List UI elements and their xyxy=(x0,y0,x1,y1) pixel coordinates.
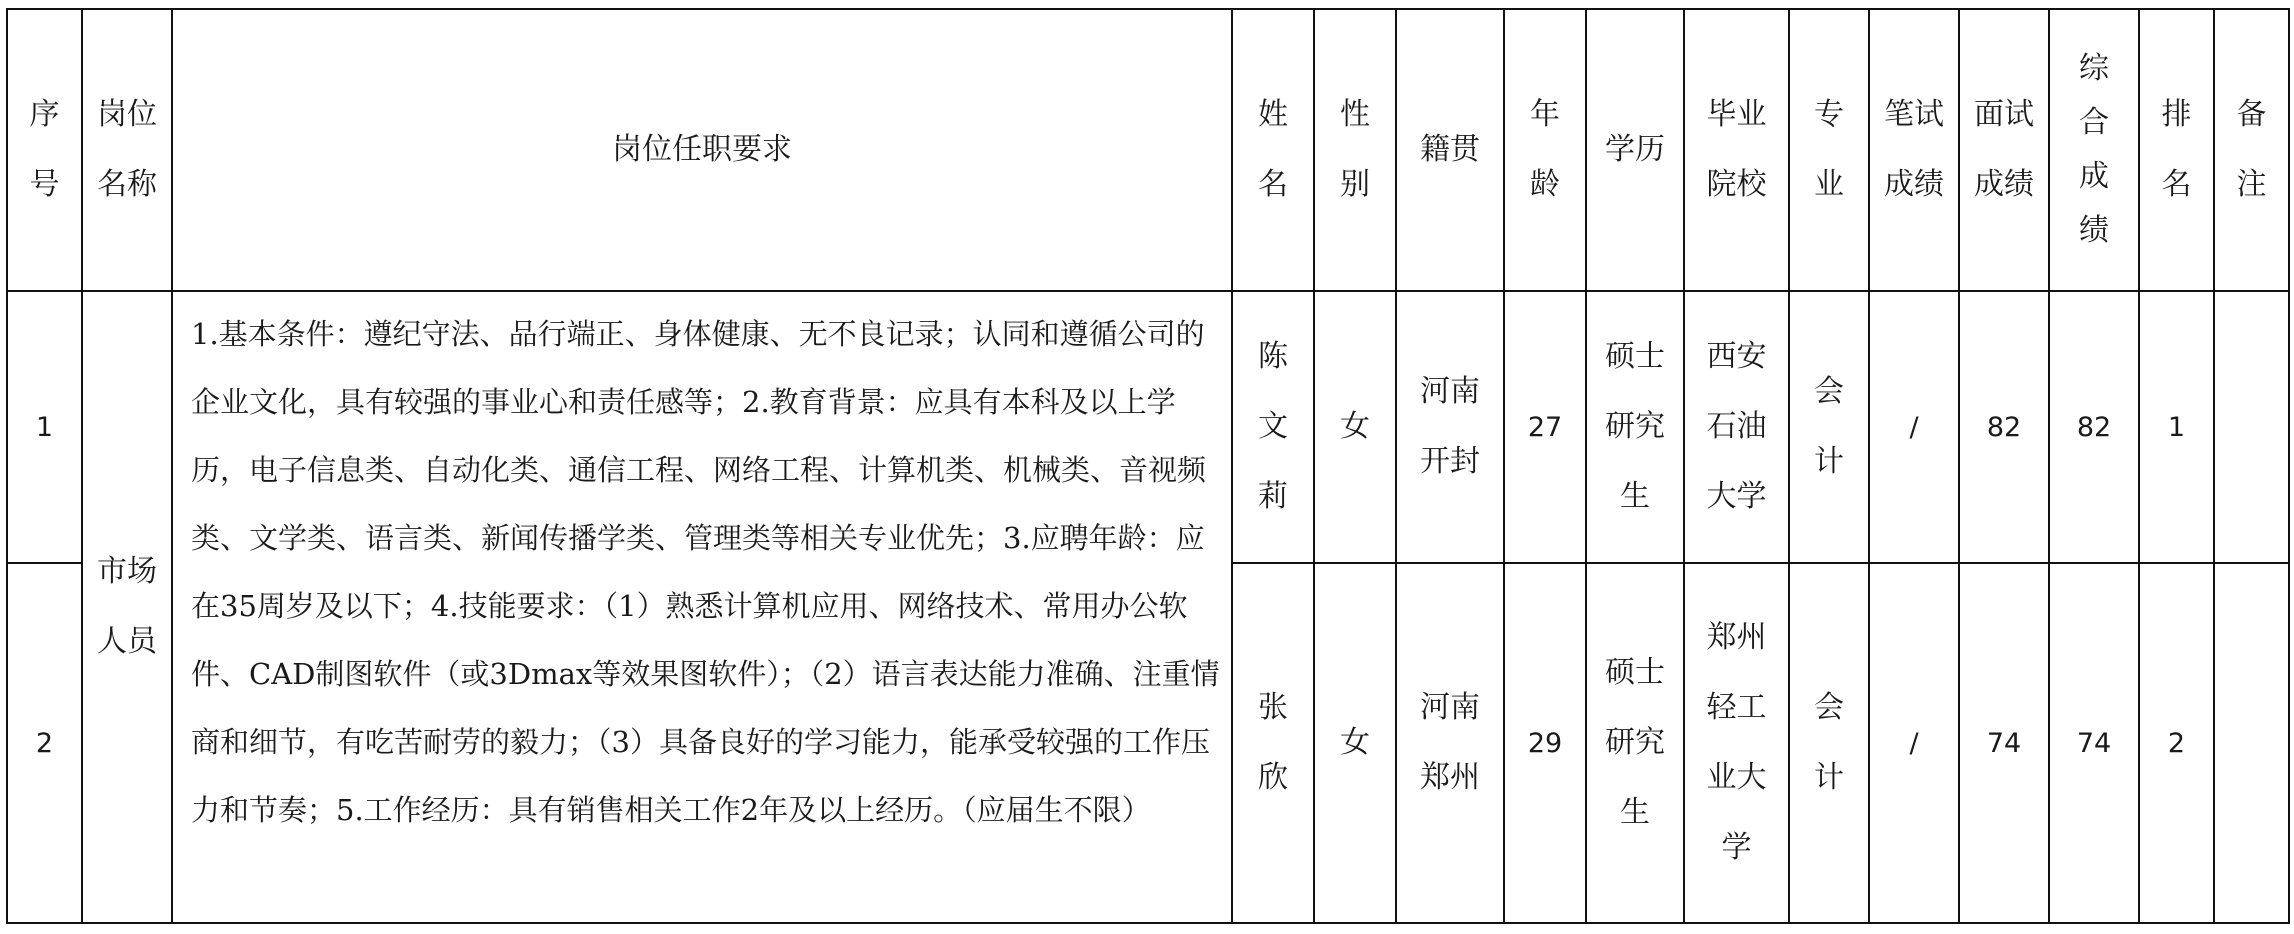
cell-remark xyxy=(2214,291,2289,563)
cell-written: / xyxy=(1869,291,1959,563)
header-school: 毕业 院校 xyxy=(1684,9,1789,291)
header-gender: 性 别 xyxy=(1314,9,1396,291)
cell-seq: 1 xyxy=(7,291,82,563)
cell-remark xyxy=(2214,563,2289,923)
header-written: 笔试 成绩 xyxy=(1869,9,1959,291)
cell-major: 会 计 xyxy=(1789,563,1869,923)
cell-interview: 82 xyxy=(1959,291,2049,563)
header-remark: 备 注 xyxy=(2214,9,2289,291)
cell-rank: 2 xyxy=(2139,563,2214,923)
header-position: 岗位 名称 xyxy=(82,9,172,291)
cell-origin: 河南 开封 xyxy=(1396,291,1504,563)
cell-age: 29 xyxy=(1504,563,1586,923)
cell-written: / xyxy=(1869,563,1959,923)
header-age: 年 龄 xyxy=(1504,9,1586,291)
cell-total: 74 xyxy=(2049,563,2139,923)
header-education: 学历 xyxy=(1586,9,1684,291)
table-row xyxy=(7,291,2289,563)
header-major: 专 业 xyxy=(1789,9,1869,291)
cell-origin: 河南 郑州 xyxy=(1396,563,1504,923)
header-origin: 籍贯 xyxy=(1396,9,1504,291)
header-seq: 序 号 xyxy=(7,9,82,291)
cell-total: 82 xyxy=(2049,291,2139,563)
cell-major: 会 计 xyxy=(1789,291,1869,563)
header-rank: 排 名 xyxy=(2139,9,2214,291)
cell-education: 硕士 研究 生 xyxy=(1586,563,1684,923)
cell-requirements: 1.基本条件：遵纪守法、品行端正、身体健康、无不良记录；认同和遵循公司的企业文化，具有较强的事业心和责任感等；2.教育背景：应具有本科及以上学历，电子信息类、自动化类、通信工程、网络工程、计算机类、机械类、音视频类、文学类、语言类、新闻传播学类、管理类等相关专业优先；3.应聘年龄：应在35周岁及以下；4.技能要求：（1）熟悉计算机应用、网络技术、常用办公软件、CAD制图软件（或3Dmax等效果图软件）；（2）语言表达能力准确、注重情商和细节，有吃苦耐劳的毅力；（3）具备良好的学习能力，能承受较强的工作压力和节奏；5.工作经历：具有销售相关工作2年及以上经历。（应届生不限） xyxy=(172,291,1232,923)
cell-seq: 2 xyxy=(7,563,82,923)
cell-school: 西安 石油 大学 xyxy=(1684,291,1789,563)
cell-interview: 74 xyxy=(1959,563,2049,923)
cell-age: 27 xyxy=(1504,291,1586,563)
cell-school: 郑州 轻工 业大 学 xyxy=(1684,563,1789,923)
header-requirements: 岗位任职要求 xyxy=(172,9,1232,291)
cell-name: 张 欣 xyxy=(1232,563,1314,923)
cell-position: 市场 人员 xyxy=(82,291,172,923)
cell-name: 陈 文 莉 xyxy=(1232,291,1314,563)
header-interview: 面试 成绩 xyxy=(1959,9,2049,291)
header-total: 综 合 成 绩 xyxy=(2049,9,2139,291)
cell-rank: 1 xyxy=(2139,291,2214,563)
header-name: 姓 名 xyxy=(1232,9,1314,291)
cell-gender: 女 xyxy=(1314,563,1396,923)
results-table xyxy=(6,8,2290,924)
cell-gender: 女 xyxy=(1314,291,1396,563)
header-row xyxy=(7,9,2289,291)
cell-education: 硕士 研究 生 xyxy=(1586,291,1684,563)
